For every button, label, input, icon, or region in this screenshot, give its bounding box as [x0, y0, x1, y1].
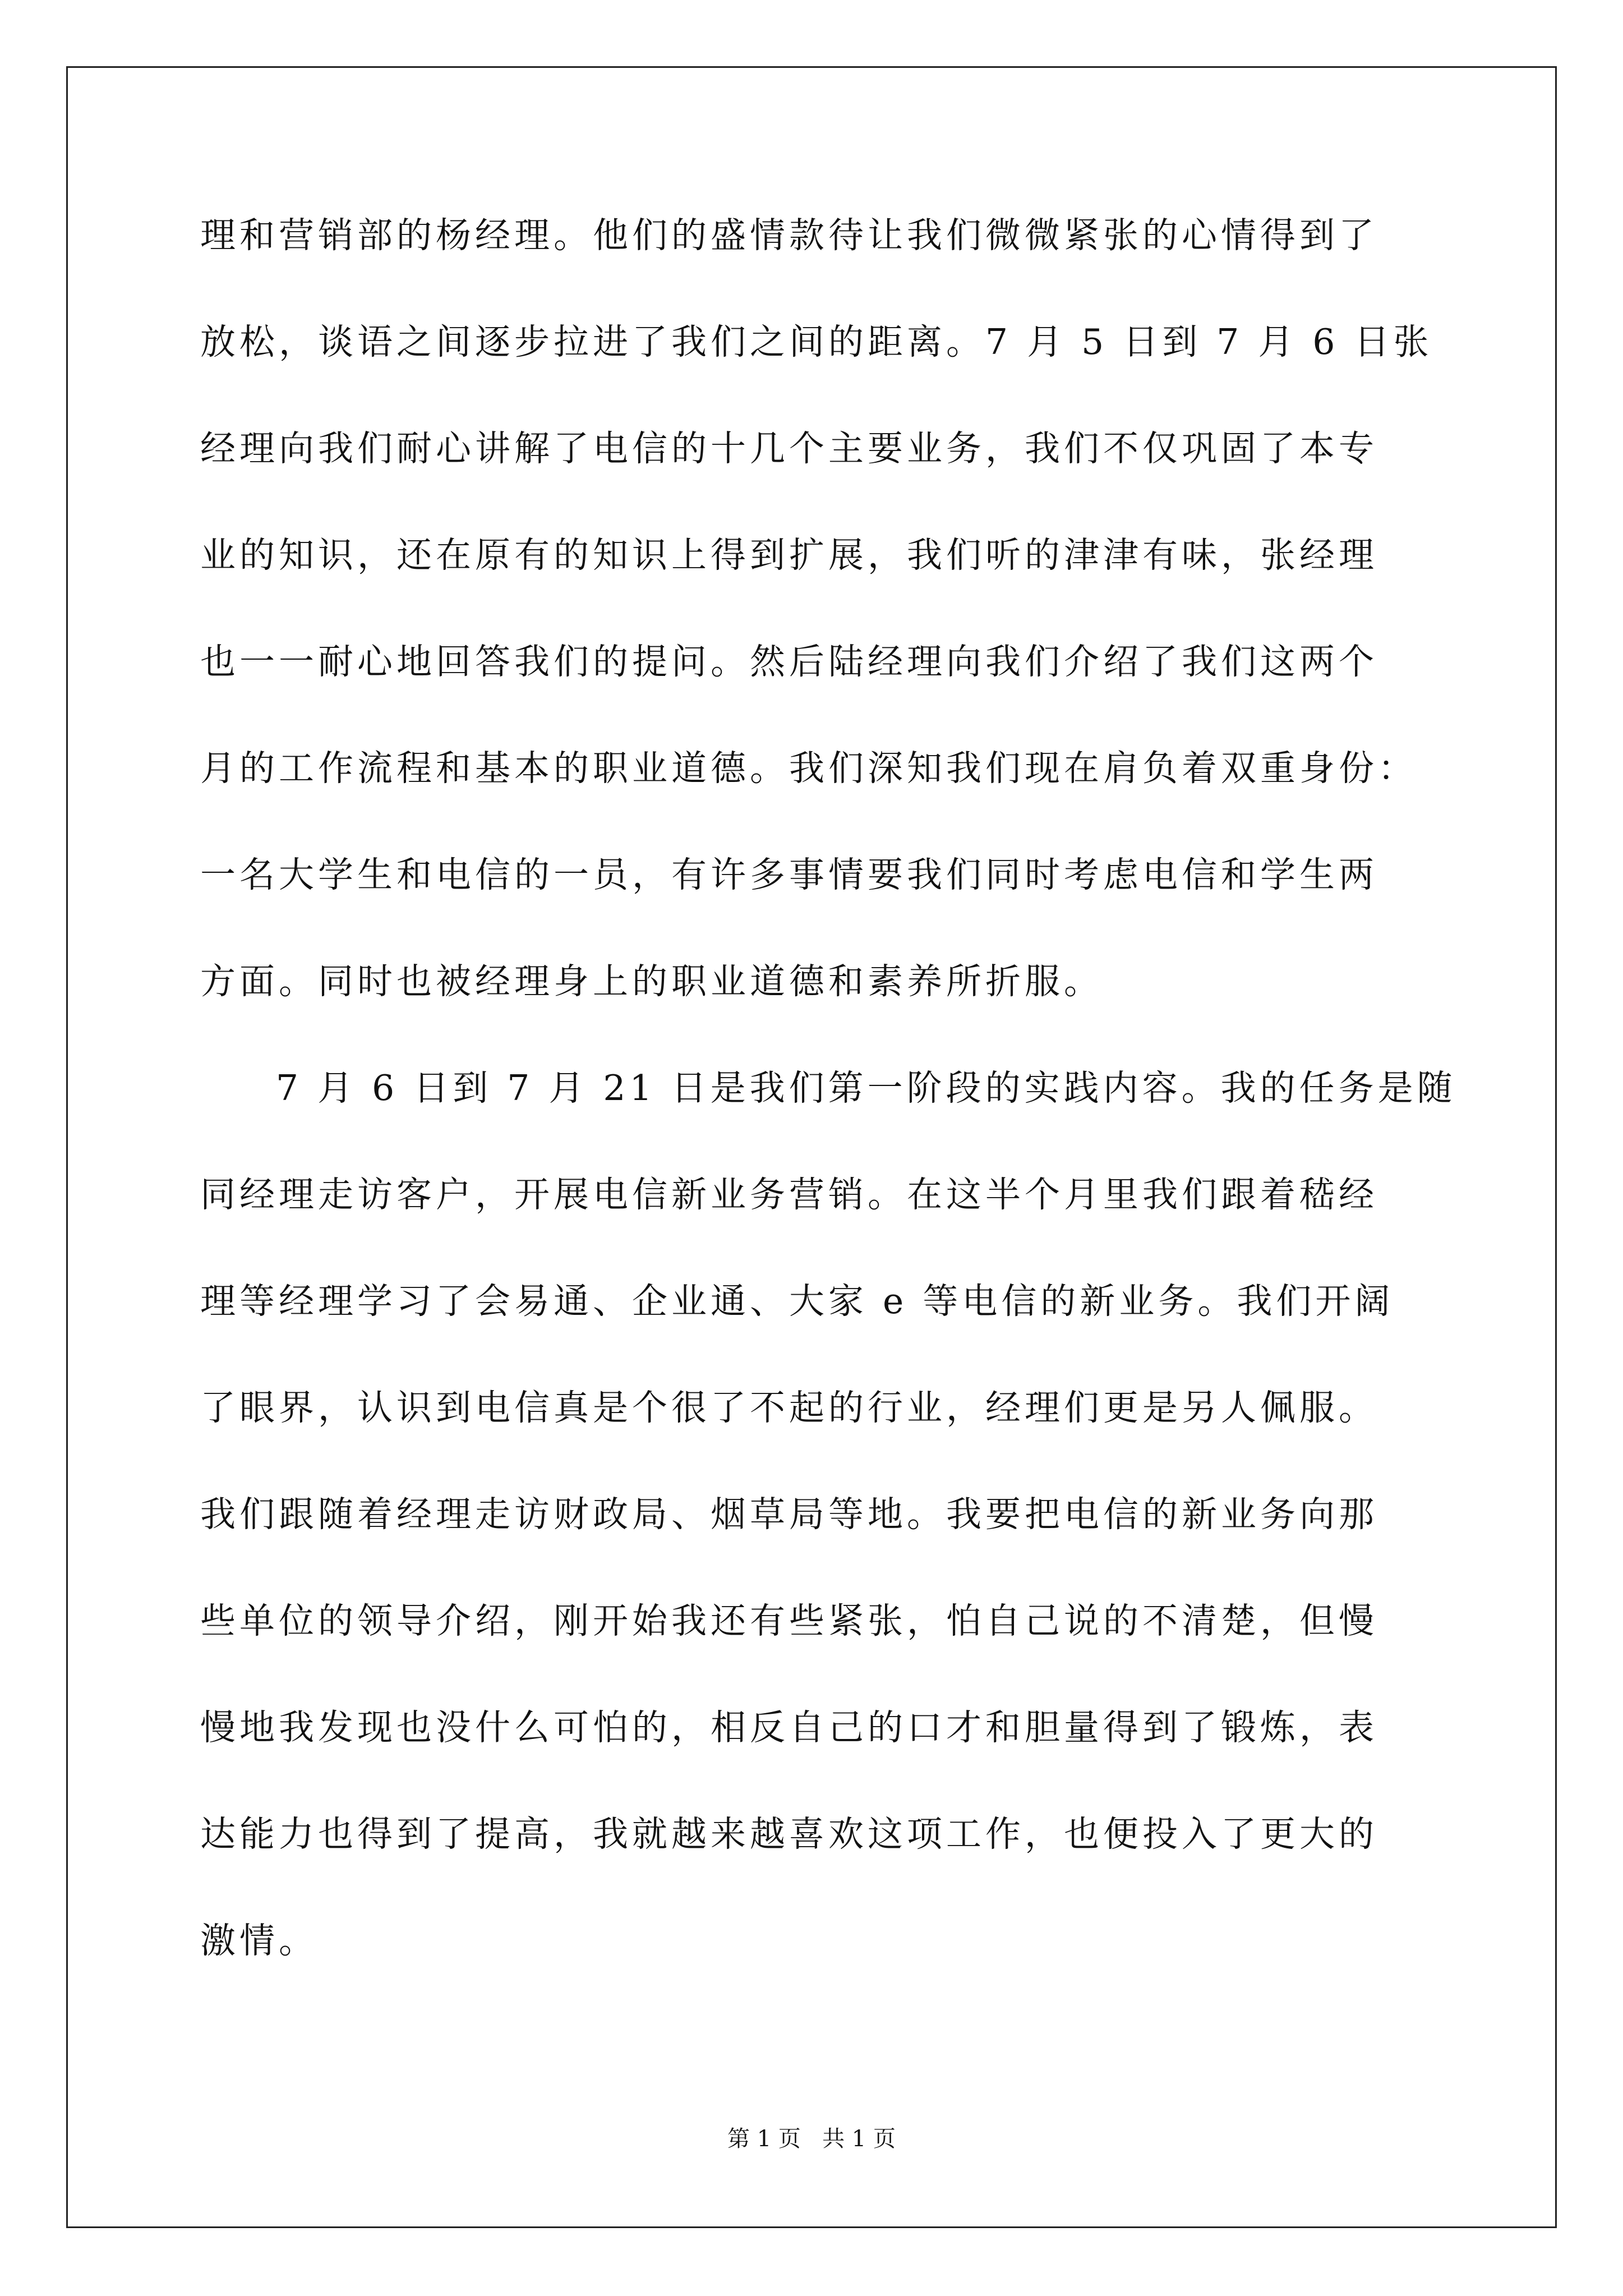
text-line: 了眼界，认识到电信真是个很了不起的行业，经理们更是另人佩服。 — [200, 1387, 1378, 1428]
text-line: 同经理走访客户，开展电信新业务营销。在这半个月里我们跟着嵇经 — [200, 1174, 1378, 1215]
text-line: 些单位的领导介绍，刚开始我还有些紧张，怕自己说的不清楚，但慢 — [200, 1600, 1378, 1641]
text-line: 业的知识，还在原有的知识上得到扩展，我们听的津津有味，张经理 — [200, 535, 1378, 576]
text-line: 放松，谈语之间逐步拉进了我们之间的距离。7 月 5 日到 7 月 6 日张 — [200, 321, 1433, 362]
text-line: 慢地我发现也没什么可怕的，相反自己的口才和胆量得到了锻炼，表 — [200, 1707, 1378, 1748]
text-line: 激情。 — [200, 1920, 318, 1961]
page-footer: 第 1 页 共 1 页 — [727, 2126, 896, 2152]
text-line: 方面。同时也被经理身上的职业道德和素养所折服。 — [200, 961, 1103, 1002]
text-line: 一名大学生和电信的一员，有许多事情要我们同时考虑电信和学生两 — [200, 854, 1378, 895]
page-border — [66, 66, 1557, 2228]
text-line: 理和营销部的杨经理。他们的盛情款待让我们微微紧张的心情得到了 — [200, 215, 1378, 256]
text-line: 月的工作流程和基本的职业道德。我们深知我们现在肩负着双重身份： — [200, 748, 1417, 789]
text-line: 经理向我们耐心讲解了电信的十几个主要业务，我们不仅巩固了本专 — [200, 428, 1378, 469]
text-line: 我们跟随着经理走访财政局、烟草局等地。我要把电信的新业务向那 — [200, 1494, 1378, 1535]
paragraph-first-line: 7 月 6 日到 7 月 21 日是我们第一阶段的实践内容。我的任务是随 — [276, 1068, 1456, 1108]
text-line: 达能力也得到了提高，我就越来越喜欢这项工作，也便投入了更大的 — [200, 1814, 1378, 1855]
text-line: 也一一耐心地回答我们的提问。然后陆经理向我们介绍了我们这两个 — [200, 641, 1378, 682]
text-line: 理等经理学习了会易通、企业通、大家 e 等电信的新业务。我们开阔 — [200, 1281, 1394, 1322]
